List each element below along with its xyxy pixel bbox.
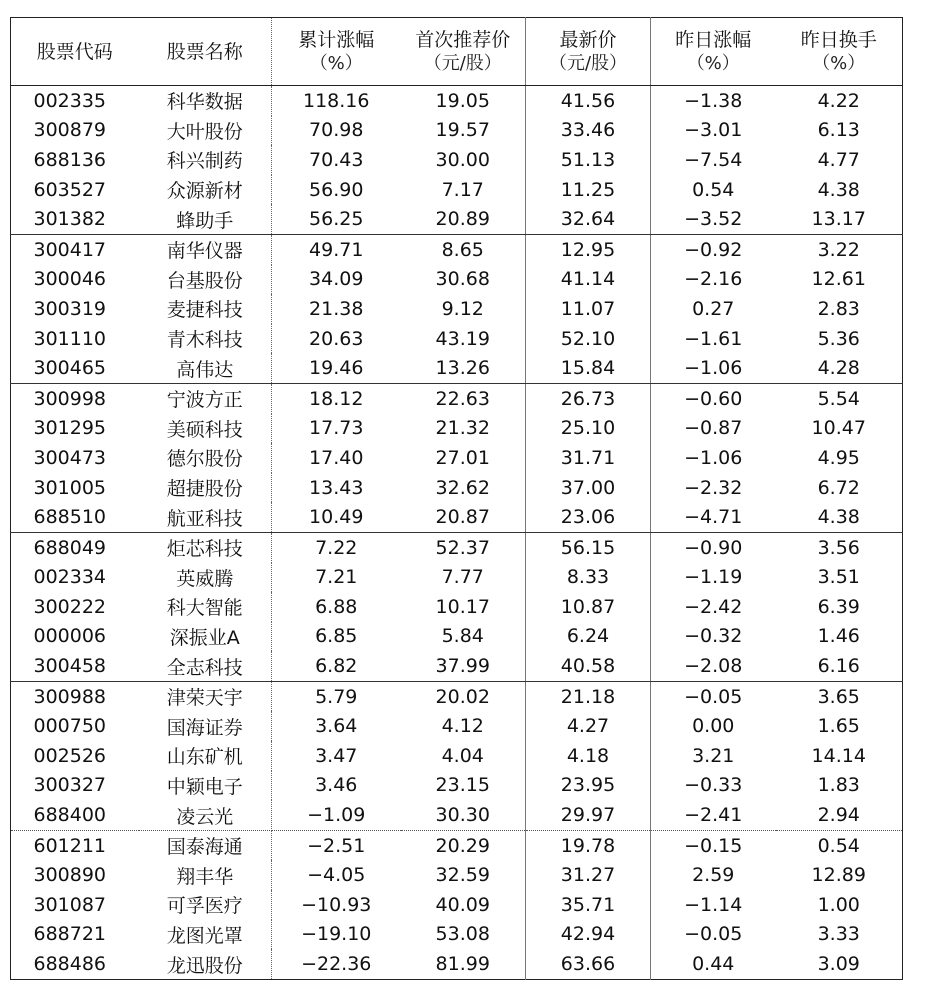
cell-yesterday-change: −1.61	[684, 327, 743, 350]
table-row	[11, 771, 903, 801]
table-row	[11, 711, 903, 741]
cell-first-price: 30.00	[401, 145, 526, 175]
cell-cumulative-gain: 17.73	[309, 417, 364, 440]
cell-stock-code: 300222	[33, 595, 107, 618]
table-row	[11, 473, 903, 503]
cell-cumulative-gain: 13.43	[309, 476, 364, 499]
stock-recommendation-table	[10, 17, 903, 980]
cell-cumulative-gain: 5.79	[315, 685, 358, 708]
cell-latest-price: 31.27	[526, 860, 651, 890]
cell-yesterday-turnover: 4.38	[817, 178, 860, 201]
cell-cumulative-gain: 6.82	[272, 651, 401, 681]
cell-stock-name: 宁波方正	[139, 383, 272, 413]
cell-first-price: 4.04	[401, 741, 526, 771]
cell-latest-price: 19.78	[526, 830, 651, 860]
cell-yesterday-turnover: 6.72	[817, 476, 860, 499]
cell-first-price: 53.08	[401, 920, 526, 950]
header-title: 累计涨幅	[298, 28, 375, 51]
cell-cumulative-gain: 3.47	[315, 744, 358, 767]
cell-stock-code: 300988	[33, 685, 107, 708]
cell-yesterday-change: −0.60	[684, 387, 743, 410]
cell-stock-code: 688136	[33, 148, 107, 171]
table-row	[11, 234, 903, 264]
cell-yesterday-change: −4.71	[651, 502, 776, 532]
table-row	[11, 949, 903, 979]
header-unit: （%）	[309, 52, 363, 74]
cell-first-price: 5.84	[401, 622, 526, 652]
cell-stock-code: 601211	[33, 834, 107, 857]
table-body	[11, 86, 903, 980]
cell-stock-name: 炬芯科技	[139, 532, 272, 562]
cell-yesterday-turnover: 6.39	[817, 595, 860, 618]
cell-latest-price: 26.73	[526, 383, 651, 413]
cell-latest-price: 41.56	[526, 86, 651, 116]
cell-first-price: 30.68	[401, 265, 526, 295]
cell-latest-price: 56.15	[526, 532, 651, 562]
cell-cumulative-gain: 10.49	[272, 502, 401, 532]
cell-yesterday-change: −0.05	[684, 923, 743, 946]
cell-yesterday-turnover: 12.89	[811, 864, 866, 887]
header-stock-code	[11, 18, 139, 86]
cell-stock-name: 深振业A	[139, 622, 272, 652]
cell-yesterday-change: −2.08	[651, 651, 776, 681]
cell-yesterday-change: −0.33	[684, 774, 743, 797]
header-unit: （元/股）	[423, 52, 502, 74]
header-cumulative-gain	[272, 18, 401, 86]
cell-cumulative-gain: 56.90	[309, 178, 364, 201]
cell-first-price: 52.37	[401, 532, 526, 562]
cell-yesterday-turnover: 1.00	[817, 893, 860, 916]
cell-stock-name: 麦捷科技	[139, 294, 272, 324]
table-row	[11, 563, 903, 593]
cell-yesterday-turnover: 2.94	[776, 800, 903, 830]
header-unit: （%）	[686, 52, 740, 74]
cell-yesterday-turnover: 1.65	[817, 715, 860, 738]
cell-first-price: 20.29	[401, 830, 526, 860]
cell-first-price: 10.17	[401, 592, 526, 622]
cell-stock-code: 300465	[11, 353, 139, 383]
cell-stock-code: 300458	[11, 651, 139, 681]
cell-yesterday-change: 0.00	[692, 715, 735, 738]
cell-cumulative-gain: −1.09	[272, 800, 401, 830]
cell-first-price: 20.89	[401, 204, 526, 234]
header-unit: （%）	[812, 52, 866, 74]
cell-latest-price: 42.94	[526, 920, 651, 950]
table-row	[11, 204, 903, 234]
cell-cumulative-gain: 7.21	[315, 566, 358, 589]
cell-yesterday-turnover: 1.83	[817, 774, 860, 797]
header-yesterday-change	[651, 18, 776, 86]
cell-cumulative-gain: 19.46	[272, 353, 401, 383]
table-row	[11, 145, 903, 175]
table-row	[11, 860, 903, 890]
table-row	[11, 920, 903, 950]
cell-cumulative-gain: 20.63	[309, 327, 364, 350]
cell-yesterday-turnover: 4.38	[776, 502, 903, 532]
cell-stock-code: 688510	[11, 502, 139, 532]
cell-stock-name: 蜂助手	[139, 204, 272, 234]
cell-latest-price: 4.18	[526, 741, 651, 771]
cell-first-price: 13.26	[401, 353, 526, 383]
cell-stock-name: 可孚医疗	[139, 890, 272, 920]
cell-yesterday-turnover: 4.22	[817, 89, 860, 112]
cell-latest-price: 11.07	[526, 294, 651, 324]
table-row	[11, 443, 903, 473]
cell-yesterday-change: −2.16	[684, 268, 743, 291]
cell-cumulative-gain: 6.88	[315, 595, 358, 618]
cell-stock-name: 英威腾	[139, 563, 272, 593]
cell-first-price: 22.63	[401, 383, 526, 413]
cell-first-price: 8.65	[401, 234, 526, 264]
cell-latest-price: 51.13	[526, 145, 651, 175]
cell-latest-price: 6.24	[526, 622, 651, 652]
table-row	[11, 800, 903, 830]
cell-yesterday-change: −2.41	[651, 800, 776, 830]
cell-latest-price: 8.33	[526, 563, 651, 593]
cell-yesterday-change: −3.01	[684, 119, 743, 142]
cell-yesterday-change: −2.32	[684, 476, 743, 499]
cell-stock-code: 300890	[33, 864, 107, 887]
table-row	[11, 294, 903, 324]
cell-first-price: 43.19	[401, 324, 526, 354]
cell-yesterday-turnover: 5.36	[817, 327, 860, 350]
cell-yesterday-turnover: 3.51	[817, 566, 860, 589]
cell-first-price: 81.99	[401, 949, 526, 979]
table-row	[11, 324, 903, 354]
cell-cumulative-gain: −4.05	[307, 864, 366, 887]
cell-yesterday-change: −1.06	[651, 353, 776, 383]
cell-stock-name: 美硕科技	[139, 414, 272, 444]
cell-cumulative-gain: 3.46	[315, 774, 358, 797]
cell-yesterday-change: 0.27	[692, 297, 735, 320]
table-row	[11, 592, 903, 622]
cell-stock-code: 002526	[33, 744, 107, 767]
cell-stock-name: 中颖电子	[139, 771, 272, 801]
cell-stock-code: 002335	[33, 89, 107, 112]
cell-stock-name: 龙图光罩	[139, 920, 272, 950]
cell-stock-name: 南华仪器	[139, 234, 272, 264]
cell-cumulative-gain: 3.64	[315, 715, 358, 738]
cell-yesterday-change: 0.44	[692, 953, 735, 976]
cell-latest-price: 25.10	[526, 414, 651, 444]
cell-stock-code: 000750	[33, 715, 107, 738]
cell-latest-price: 37.00	[526, 473, 651, 503]
cell-latest-price: 23.95	[526, 771, 651, 801]
table-row	[11, 651, 903, 681]
header-title: 股票代码	[36, 40, 113, 63]
cell-first-price: 19.05	[401, 86, 526, 116]
cell-cumulative-gain: −22.36	[301, 953, 372, 976]
cell-stock-name: 科兴制药	[139, 145, 272, 175]
cell-first-price: 40.09	[401, 890, 526, 920]
table-row	[11, 175, 903, 205]
cell-yesterday-turnover: 2.83	[817, 297, 860, 320]
header-title: 昨日换手	[800, 28, 877, 51]
cell-first-price: 32.59	[401, 860, 526, 890]
header-title: 昨日涨幅	[675, 28, 752, 51]
cell-latest-price: 29.97	[526, 800, 651, 830]
cell-yesterday-change: −1.06	[684, 446, 743, 469]
cell-latest-price: 63.66	[526, 949, 651, 979]
cell-latest-price: 40.58	[526, 651, 651, 681]
cell-stock-name: 山东矿机	[139, 741, 272, 771]
cell-cumulative-gain: −2.51	[307, 834, 366, 857]
cell-stock-code: 300879	[33, 119, 107, 142]
cell-stock-name: 高伟达	[139, 353, 272, 383]
cell-stock-name: 国泰海通	[139, 830, 272, 860]
cell-first-price: 23.15	[401, 771, 526, 801]
cell-yesterday-turnover: 6.16	[776, 651, 903, 681]
cell-yesterday-change: −2.42	[684, 595, 743, 618]
cell-yesterday-turnover: 3.65	[817, 685, 860, 708]
cell-first-price: 7.77	[401, 563, 526, 593]
cell-stock-name: 大叶股份	[139, 116, 272, 146]
cell-latest-price: 33.46	[526, 116, 651, 146]
cell-latest-price: 4.27	[526, 711, 651, 741]
cell-first-price: 32.62	[401, 473, 526, 503]
cell-latest-price: 21.18	[526, 681, 651, 711]
cell-stock-code: 688400	[11, 800, 139, 830]
cell-first-price: 19.57	[401, 116, 526, 146]
cell-yesterday-turnover: 3.56	[817, 536, 860, 559]
cell-cumulative-gain: −10.93	[301, 893, 372, 916]
cell-yesterday-change: −0.87	[684, 417, 743, 440]
cell-yesterday-change: −1.38	[684, 89, 743, 112]
cell-first-price: 30.30	[401, 800, 526, 830]
cell-cumulative-gain: −19.10	[301, 923, 372, 946]
header-yesterday-turnover	[776, 18, 903, 86]
cell-cumulative-gain: 70.98	[309, 119, 364, 142]
cell-stock-name: 科大智能	[139, 592, 272, 622]
header-stock-name	[139, 18, 272, 86]
cell-yesterday-change: −1.19	[684, 566, 743, 589]
cell-latest-price: 12.95	[526, 234, 651, 264]
table-row	[11, 383, 903, 413]
cell-yesterday-change: 2.59	[692, 864, 735, 887]
cell-yesterday-change: −0.05	[684, 685, 743, 708]
cell-stock-name: 国海证券	[139, 711, 272, 741]
table-row	[11, 830, 903, 860]
cell-stock-name: 台基股份	[139, 265, 272, 295]
cell-stock-code: 000006	[33, 625, 107, 648]
cell-cumulative-gain: 6.85	[315, 625, 358, 648]
cell-cumulative-gain: 17.40	[309, 446, 364, 469]
cell-stock-name: 津荣天宇	[139, 681, 272, 711]
cell-stock-code: 301087	[33, 893, 107, 916]
cell-latest-price: 52.10	[526, 324, 651, 354]
table-row	[11, 741, 903, 771]
cell-latest-price: 11.25	[526, 175, 651, 205]
cell-cumulative-gain: 56.25	[272, 204, 401, 234]
cell-yesterday-turnover: 5.54	[817, 387, 860, 410]
cell-yesterday-turnover: 1.46	[817, 625, 860, 648]
cell-stock-code: 300046	[33, 268, 107, 291]
cell-yesterday-turnover: 3.33	[817, 923, 860, 946]
table-row	[11, 86, 903, 116]
header-title: 首次推荐价	[415, 28, 511, 51]
table-row	[11, 265, 903, 295]
cell-stock-code: 300319	[33, 297, 107, 320]
cell-latest-price: 15.84	[526, 353, 651, 383]
table-header-row	[11, 18, 903, 86]
cell-first-price: 37.99	[401, 651, 526, 681]
cell-stock-code: 301382	[11, 204, 139, 234]
table-row	[11, 681, 903, 711]
cell-yesterday-change: 3.21	[692, 744, 735, 767]
cell-yesterday-turnover: 12.61	[811, 268, 866, 291]
cell-first-price: 20.87	[401, 502, 526, 532]
cell-stock-name: 超捷股份	[139, 473, 272, 503]
cell-yesterday-change: −0.15	[684, 834, 743, 857]
cell-stock-code: 300327	[33, 774, 107, 797]
cell-latest-price: 41.14	[526, 265, 651, 295]
table-row	[11, 502, 903, 532]
cell-first-price: 21.32	[401, 414, 526, 444]
table-row	[11, 890, 903, 920]
cell-stock-code: 688721	[33, 923, 107, 946]
cell-first-price: 7.17	[401, 175, 526, 205]
cell-cumulative-gain: 118.16	[303, 89, 370, 112]
cell-yesterday-change: −7.54	[684, 148, 743, 171]
cell-yesterday-turnover: 0.54	[817, 834, 860, 857]
cell-first-price: 20.02	[401, 681, 526, 711]
cell-first-price: 4.12	[401, 711, 526, 741]
table-row	[11, 353, 903, 383]
table-row	[11, 414, 903, 444]
cell-latest-price: 35.71	[526, 890, 651, 920]
cell-yesterday-change: −0.32	[684, 625, 743, 648]
cell-first-price: 9.12	[401, 294, 526, 324]
cell-stock-name: 德尔股份	[139, 443, 272, 473]
cell-stock-name: 凌云光	[139, 800, 272, 830]
header-title: 最新价	[559, 28, 617, 51]
cell-yesterday-turnover: 3.22	[817, 238, 860, 261]
cell-stock-code: 300998	[33, 387, 107, 410]
cell-yesterday-change: −0.92	[684, 238, 743, 261]
cell-first-price: 27.01	[401, 443, 526, 473]
cell-stock-name: 航亚科技	[139, 502, 272, 532]
cell-yesterday-turnover: 14.14	[811, 744, 866, 767]
cell-yesterday-turnover: 10.47	[811, 417, 866, 440]
cell-stock-code: 300473	[33, 446, 107, 469]
table-row	[11, 116, 903, 146]
cell-yesterday-turnover: 3.09	[817, 953, 860, 976]
cell-latest-price: 23.06	[526, 502, 651, 532]
cell-stock-code: 688486	[33, 953, 107, 976]
cell-stock-name: 众源新材	[139, 175, 272, 205]
cell-stock-name: 龙迅股份	[139, 949, 272, 979]
cell-stock-code: 301295	[33, 417, 107, 440]
header-latest-price	[526, 18, 651, 86]
cell-yesterday-turnover: 6.13	[817, 119, 860, 142]
header-first-recommend-price	[401, 18, 526, 86]
cell-stock-code: 688049	[33, 536, 107, 559]
cell-yesterday-change: −3.52	[651, 204, 776, 234]
cell-yesterday-turnover: 4.77	[817, 148, 860, 171]
cell-latest-price: 31.71	[526, 443, 651, 473]
cell-yesterday-change: −1.14	[684, 893, 743, 916]
cell-stock-name: 科华数据	[139, 86, 272, 116]
cell-cumulative-gain: 49.71	[309, 238, 364, 261]
cell-latest-price: 10.87	[526, 592, 651, 622]
cell-yesterday-change: −0.90	[684, 536, 743, 559]
cell-stock-code: 603527	[33, 178, 107, 201]
cell-cumulative-gain: 18.12	[309, 387, 364, 410]
cell-stock-name: 青木科技	[139, 324, 272, 354]
cell-cumulative-gain: 34.09	[309, 268, 364, 291]
cell-cumulative-gain: 21.38	[309, 297, 364, 320]
table-row	[11, 622, 903, 652]
cell-yesterday-change: 0.54	[692, 178, 735, 201]
cell-yesterday-turnover: 4.95	[817, 446, 860, 469]
cell-stock-name: 翔丰华	[139, 860, 272, 890]
cell-stock-code: 301110	[33, 327, 107, 350]
cell-stock-code: 301005	[33, 476, 107, 499]
header-unit: （元/股）	[548, 52, 628, 74]
table-row	[11, 532, 903, 562]
cell-yesterday-turnover: 4.28	[776, 353, 903, 383]
cell-latest-price: 32.64	[526, 204, 651, 234]
cell-cumulative-gain: 70.43	[309, 148, 364, 171]
cell-yesterday-turnover: 13.17	[776, 204, 903, 234]
cell-stock-name: 全志科技	[139, 651, 272, 681]
header-title: 股票名称	[166, 40, 243, 63]
cell-stock-code: 300417	[33, 238, 107, 261]
cell-cumulative-gain: 7.22	[315, 536, 358, 559]
cell-stock-code: 002334	[33, 566, 107, 589]
